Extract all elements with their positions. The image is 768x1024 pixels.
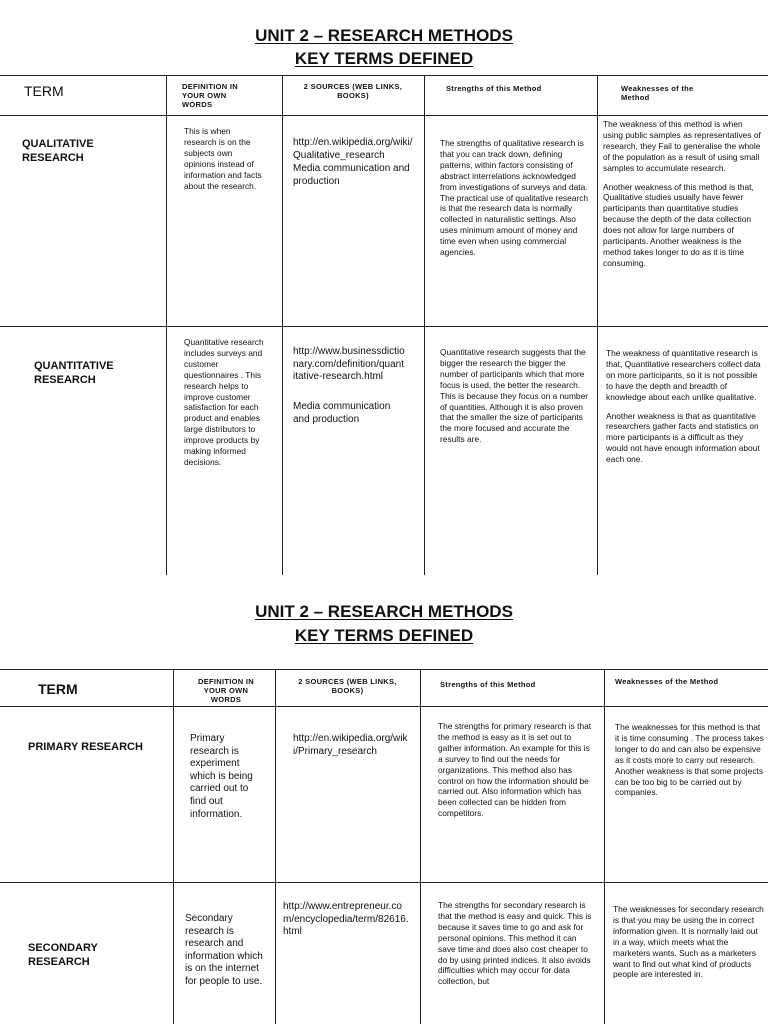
table1-header-weaknesses: Weaknesses of the Method [621,84,694,102]
source-link-quantitative[interactable]: http://www.businessdictionary.com/definition/quantitative-research.html [293,346,405,383]
term-quantitative-research: QUANTITATIVE RESEARCH [34,360,114,386]
table2-col-divider [420,669,421,1024]
weakness-paragraph: The weaknesses for this method is that it is time consuming . The process takes longer to do and can also be expensive as it costs more to carry out research. [615,722,764,765]
table2-row-divider [0,882,768,883]
table1-col-divider [597,75,598,575]
weakness-paragraph: Another weakness of this method is that, Qualitative studies usually have fewer participants than quantitative studies because the depth of the data collection does not allow for large numbers of participants. Another weakness is the method takes longer to do as it is time consuming. [603,181,754,268]
term-qualitative-research: QUALITATIVE RESEARCH [22,138,94,164]
weakness-paragraph: The weakness of quantitative research is that, Quantitative researchers collect data on more participants, so it is not possible to have the depth and breadth of knowledge about each unlike qualitative. [606,348,761,402]
table2-top-border [0,669,768,670]
weaknesses-quantitative [606,348,762,465]
strengths-primary: The strengths for primary research is that the method is easy as it is set out to gather information. An example for this is a survey to find out the needs for organizations. This method also has control on how the information should be carried out. Also information which has been collected can be hidden from competitors. [438,721,592,819]
source-link-primary[interactable]: http://en.wikipedia.org/wiki/Primary_research [293,733,408,757]
table1-col-divider [166,75,167,575]
table1-row-divider [0,326,768,327]
term-secondary-research: SECONDARY RESEARCH [28,942,98,968]
table1-top-border [0,75,768,76]
definition-primary: Primary research is experiment which is being carried out to find out information. [190,733,253,820]
table1-header-definition: DEFINITION IN YOUR OWN WORDS [182,82,238,109]
table2-header-term: TERM [38,681,78,697]
weakness-paragraph: Another weakness is that some projects can be too big to be carried out by companies. [615,765,764,798]
definition-qualitative: This is when research is on the subjects own opinions instead of information and facts about the research. [184,126,262,191]
section1-title-line2: KEY TERMS DEFINED [294,49,474,68]
strengths-qualitative: The strengths of qualitative research is that you can track down, defining patterns, within factors consisting of abstract interrelations acknowledged from investigations of surveys and data. The practical use of qualitative research is that the research data is normally collected in naturalistic settings. Also uses minimum amount of money and time even when using commercial agencies. [440,138,589,258]
table2-header-weaknesses: Weaknesses of the Method [615,677,719,686]
weaknesses-qualitative [603,119,763,269]
table2-header-border [0,706,768,707]
weakness-paragraph: The weaknesses for secondary research is that you may be using the in correct information given. It is normally laid out in a way, which meets what the marketers wants. Such as a marketers want to find out what kind of products people are interested in. [613,904,764,980]
table1-col-divider [424,75,425,575]
table2-col-divider [275,669,276,1024]
table2-header-sources: 2 SOURCES (WEB LINKS, BOOKS) [298,677,397,695]
table1-header-term: TERM [24,83,64,99]
term-primary-research: PRIMARY RESEARCH [28,741,143,753]
strengths-secondary: The strengths for secondary research is that the method is easy and quick. This is because it saves time to go and ask for personal opinions. This method it can save time and does also cost cheaper to do by using printed indices. It also avoids difficulties which may occur for data collection, but [438,900,592,987]
table1-header-border [0,115,768,116]
table2-col-divider [604,669,605,1024]
source-link-qualitative[interactable]: http://en.wikipedia.org/wiki/Qualitative_research [293,137,413,161]
source-book-quantitative: Media communication and production [293,401,391,425]
table2-col-divider [173,669,174,1024]
section2-title-line2: KEY TERMS DEFINED [294,626,474,645]
table1-header-strengths: Strengths of this Method [446,84,542,93]
strengths-quantitative: Quantitative research suggests that the bigger the research the bigger the number of participants which that more focus is used, the better the research. This is because they focus on a number of quantities. Although it is also proven that the smaller the size of participants the more focused and accurate the results are. [440,347,589,445]
section1-title-line1: UNIT 2 – RESEARCH METHODS [255,26,513,45]
weaknesses-secondary [613,904,765,980]
definition-quantitative: Quantitative research includes surveys and customer questionnaires . This research helps to improve customer satisfaction for each product and enables large distributors to improve products by making informed decisions. [184,337,264,467]
definition-secondary: Secondary research is research and information which is on the internet for people to use. [185,913,263,987]
table1-col-divider [282,75,283,575]
table2-header-definition: DEFINITION IN YOUR OWN WORDS [198,677,254,704]
table2-header-strengths: Strengths of this Method [440,680,536,689]
table1-header-sources: 2 SOURCES (WEB LINKS, BOOKS) [303,82,403,100]
section2-title-line1: UNIT 2 – RESEARCH METHODS [255,602,513,621]
weaknesses-primary [615,722,765,798]
source-book-qualitative: Media communication and production [293,163,410,187]
weakness-paragraph: The weakness of this method is when using public samples as representatives of research, they Fail to generalise the whole of the population as a result of using small samples to accumulate research. [603,119,761,173]
source-link-secondary[interactable]: http://www.entrepreneur.com/encyclopedia/term/82616.html [283,901,409,938]
weakness-paragraph: Another weakness is that as quantitative researchers gather facts and statistics on more participants is a difficult as they would not have enough information about each one. [606,410,760,465]
